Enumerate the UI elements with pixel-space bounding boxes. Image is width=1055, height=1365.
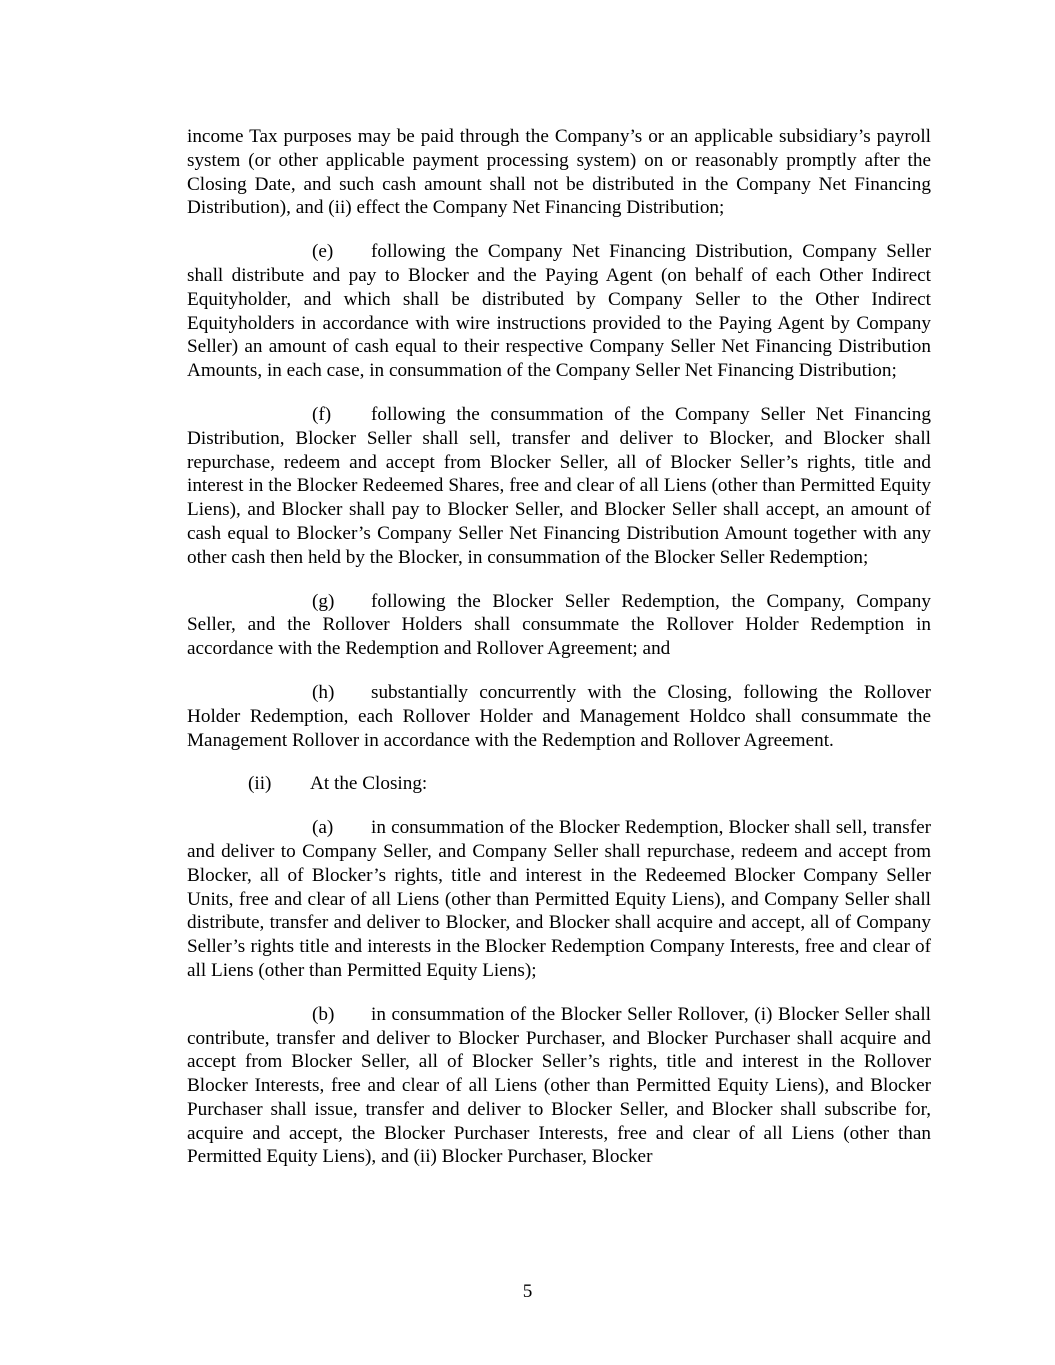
paragraph-e [187, 240, 931, 383]
paragraph-continuation: income Tax purposes may be paid through the Company’s or an applicable subsidiary’s payroll system (or other applicable payment processing system) on or reasonably promptly after the Closing Date, and such cash amount shall not be distributed in the Company Net Financing Distribution), and (ii) effect the Company Net Financing Distribution; [187, 126, 931, 219]
paragraph-a [187, 816, 931, 983]
paragraph-e-text: following the Company Net Financing Distribution, Company Seller shall distribute and pay to Blocker and the Paying Agent (on behalf of each Other Indirect Equityholder, and which shall be distributed by Company Seller to the Other Indirect Equityholders in accordance with wire instructions provided to the Paying Agent by Company Seller) an amount of cash equal to their respective Company Seller Net Financing Distribution Amounts, in each case, in consummation of the Company Seller Net Financing Distribution; [187, 241, 931, 382]
paragraph-g-text: following the Blocker Seller Redemption, the Company, Company Seller, and the Rollover Holders shall consummate the Rollover Holder Redemption in accordance with the Redemption and Rollover Agreement; and [187, 590, 931, 660]
document-body [187, 125, 931, 1189]
paragraph-b [187, 1003, 931, 1170]
paragraph-a-label: (a) [312, 817, 334, 839]
paragraph-f [187, 403, 931, 570]
paragraph-ii-text: At the Closing: [310, 773, 428, 795]
paragraph-f-text: following the consummation of the Company Seller Net Financing Distribution, Blocker Seller shall sell, transfer and deliver to Blocker, and Blocker shall repurchase, redeem and accept from Blocker Seller, all of Blocker Seller’s rights, title and interest in the Blocker Redeemed Shares, free and clear of all Liens (other than Permitted Equity Liens), and Blocker shall pay to Blocker Seller, and Blocker Seller shall accept, an amount of cash equal to Blocker’s Company Seller Net Financing Distribution Amount together with any other cash then held by the Blocker, in consummation of the Blocker Seller Redemption; [187, 403, 931, 568]
paragraph-ii [187, 772, 931, 796]
paragraph-a-text: in consummation of the Blocker Redemption, Blocker shall sell, transfer and deliver to Company Seller, and Company Seller shall repurchase, redeem and accept from Blocker, all of Blocker’s rights, title and interest in the Redeemed Blocker Company Seller Units, free and clear of all Liens (other than Permitted Equity Liens), and Company Seller shall distribute, transfer and deliver to Blocker, and Blocker shall acquire and accept, all of Company Seller’s rights title and interests in the Blocker Redemption Company Interests, free and clear of all Liens (other than Permitted Equity Liens); [187, 817, 931, 981]
paragraph-ii-label: (ii) [248, 773, 272, 795]
paragraph-h-label: (h) [312, 681, 335, 703]
paragraph-e-label: (e) [312, 241, 334, 263]
paragraph-f-label: (f) [312, 403, 332, 425]
paragraph-b-text: in consummation of the Blocker Seller Rollover, (i) Blocker Seller shall contribute, transfer and deliver to Blocker Purchaser, and Blocker Purchaser shall acquire and accept from Blocker Seller, all of Blocker Seller’s rights, title and interest in the Rollover Blocker Interests, free and clear of all Liens (other than Permitted Equity Liens), and Blocker Purchaser shall issue, transfer and deliver to Blocker Seller, and Blocker shall subscribe for, acquire and accept, the Blocker Purchaser Interests, free and clear of all Liens (other than Permitted Equity Liens), and (ii) Blocker Purchaser, Blocker [187, 1003, 931, 1168]
page-number: 5 [522, 1281, 533, 1302]
paragraph-g [187, 590, 931, 661]
paragraph-g-label: (g) [312, 590, 335, 612]
paragraph-h [187, 681, 931, 752]
paragraph-b-label: (b) [312, 1003, 335, 1025]
paragraph-h-text: substantially concurrently with the Closing, following the Rollover Holder Redemption, each Rollover Holder and Management Holdco shall consummate the Management Rollover in accordance with the Redemption and Rollover Agreement. [187, 681, 931, 751]
